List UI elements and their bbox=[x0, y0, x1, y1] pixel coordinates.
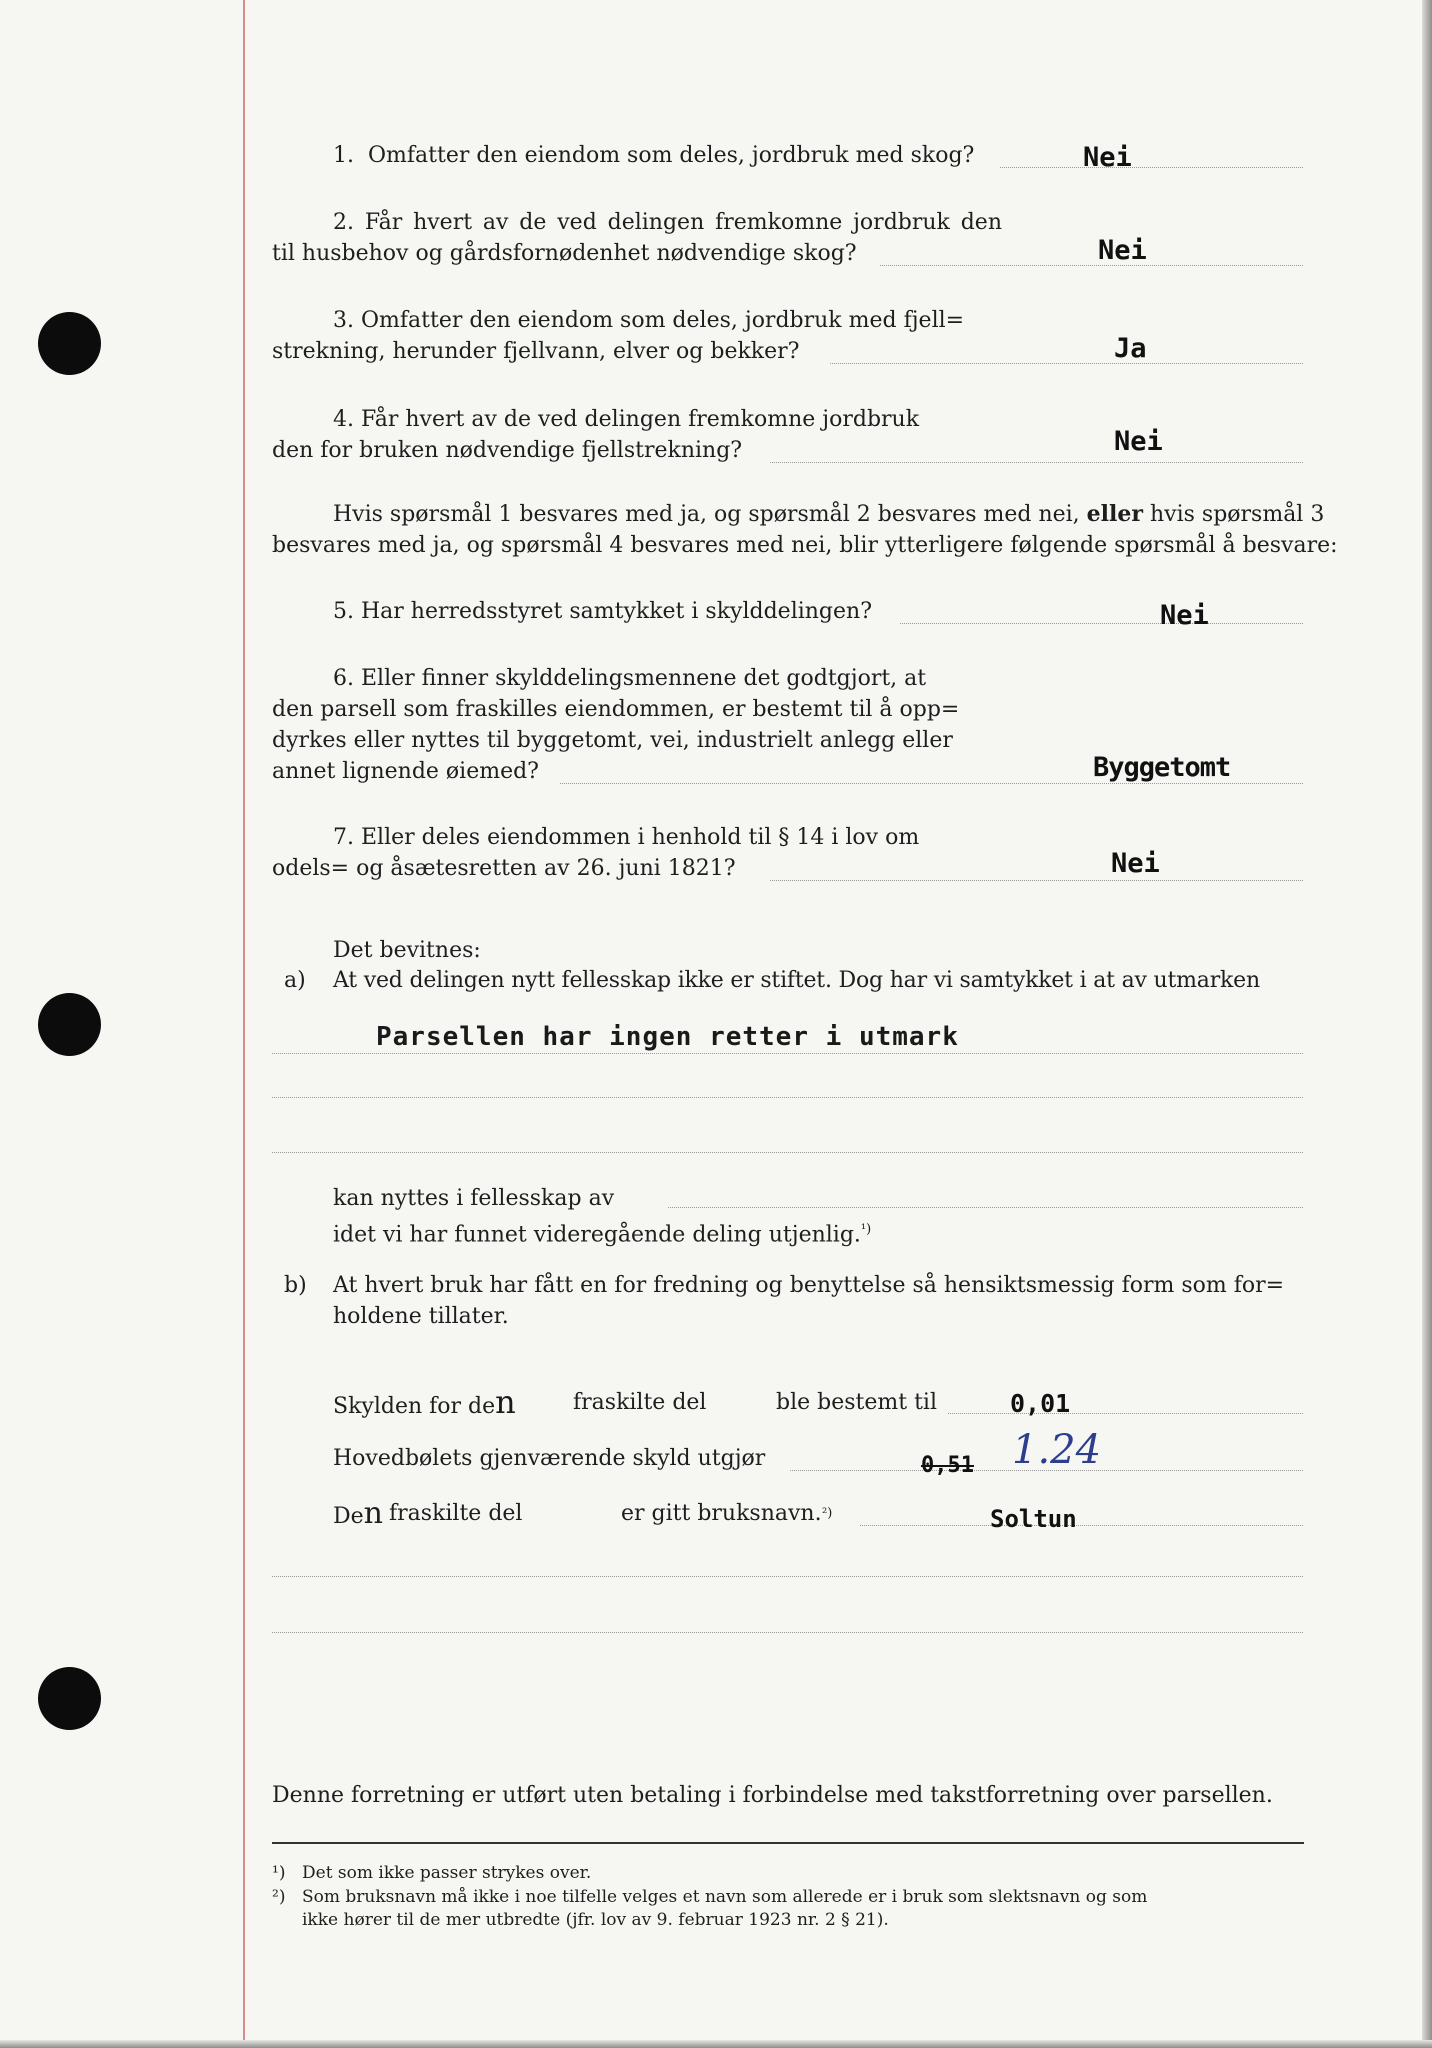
question-2-line2: til husbehov og gårdsfornødenhet nødvendige skog? bbox=[272, 241, 857, 266]
question-3-line1: 3. Omfatter den eiendom som deles, jordbruk med fjell= bbox=[333, 308, 965, 333]
attest-b-line1: At hvert bruk har fått en for fredning og benyttelse så hensiktsmessig form som for= bbox=[333, 1273, 1285, 1298]
answer-7: Nei bbox=[1111, 848, 1160, 879]
answer-3: Ja bbox=[1114, 333, 1147, 364]
skyld-row-1: Skylden for den fraskilte del ble bestemt til bbox=[333, 1383, 937, 1421]
attest-b-line2: holdene tillater. bbox=[333, 1304, 509, 1329]
punch-hole bbox=[38, 993, 101, 1056]
fill-line bbox=[668, 1207, 1303, 1208]
question-4-line1: 4. Får hvert av de ved delingen fremkomne jordbruk bbox=[333, 407, 920, 432]
handwritten-n: n bbox=[495, 1383, 516, 1421]
page-edge-shadow bbox=[1422, 0, 1432, 2048]
fill-line bbox=[272, 1576, 1303, 1577]
question-6-line2: den parsell som fraskilles eiendommen, er bestemt til å opp= bbox=[272, 697, 960, 722]
fill-line bbox=[272, 1632, 1303, 1633]
answer-2: Nei bbox=[1098, 235, 1147, 266]
conditional-line2: besvares med ja, og spørsmål 4 besvares med nei, blir ytterligere følgende spørsmål å besvare: bbox=[272, 533, 1338, 558]
eller-emphasis: eller bbox=[1086, 501, 1143, 527]
handwritten-value: 1.24 bbox=[1012, 1427, 1102, 1473]
question-4-line2: den for bruken nødvendige fjellstrekning? bbox=[272, 438, 743, 463]
question-1: 1. Omfatter den eiendom som deles, jordbruk med skog? bbox=[333, 143, 975, 168]
typed-entry: Parsellen har ingen retter i utmark bbox=[376, 1022, 959, 1052]
answer-6: Byggetomt bbox=[1093, 752, 1231, 783]
fill-line bbox=[272, 1053, 1303, 1054]
closing-statement: Denne forretning er utført uten betaling i forbindelse med takstforretning over parsellen. bbox=[272, 1783, 1273, 1808]
question-3-line2: strekning, herunder fjellvann, elver og bekker? bbox=[272, 339, 800, 364]
answer-line bbox=[560, 783, 1303, 784]
punch-hole bbox=[38, 1667, 101, 1730]
answer-line bbox=[900, 623, 1303, 624]
page-bottom-shadow bbox=[0, 2040, 1432, 2048]
question-5: 5. Har herredsstyret samtykket i skylddelingen? bbox=[333, 599, 872, 624]
attest-a-text: At ved delingen nytt fellesskap ikke er stiftet. Dog har vi samtykket i at av utmarken bbox=[333, 968, 1260, 993]
question-7-line1: 7. Eller deles eiendommen i henhold til § 14 i lov om bbox=[333, 825, 920, 850]
question-6-line3: dyrkes eller nyttes til byggetomt, vei, industrielt anlegg eller bbox=[272, 728, 953, 753]
question-1-text: Omfatter den eiendom som deles, jordbruk med skog? bbox=[367, 143, 975, 168]
bruksnavn-value: Soltun bbox=[990, 1505, 1077, 1533]
answer-line bbox=[860, 1525, 1303, 1526]
fill-line bbox=[272, 1097, 1303, 1098]
fill-line bbox=[272, 1152, 1303, 1153]
skyld-row-2-label: Hovedbølets gjenværende skyld utgjør bbox=[333, 1446, 766, 1471]
question-6-line1: 6. Eller finner skylddelingsmennene det godtgjort, at bbox=[333, 666, 927, 691]
attest-heading: Det bevitnes: bbox=[333, 938, 481, 963]
answer-line bbox=[830, 363, 1303, 364]
question-6-line4: annet lignende øiemed? bbox=[272, 759, 539, 784]
answer-1: Nei bbox=[1083, 142, 1132, 173]
idet-line: idet vi har funnet videregående deling utjenlig.$^{^1)}$ bbox=[333, 1222, 872, 1248]
answer-line bbox=[880, 265, 1303, 266]
skyld-row-3: Den fraskilte del er gitt bruksnavn. ²) bbox=[333, 1496, 833, 1531]
attest-b-label: b) bbox=[284, 1273, 307, 1298]
question-7-line2: odels= og åsætesretten av 26. juni 1821? bbox=[272, 856, 736, 881]
struck-value: 0,51 bbox=[921, 1453, 974, 1478]
footnote-2: ²) Som bruksnavn må ikke i noe tilfelle velges et navn som allerede er i bruk som slektsnavn og som bbox=[272, 1887, 1148, 1907]
footnote-2-line2: ikke hører til de mer utbredte (jfr. lov av 9. februar 1923 nr. 2 § 21). bbox=[302, 1910, 889, 1930]
footnote-rule bbox=[272, 1842, 1304, 1844]
question-2-line1: 2. Får hvert av de ved delingen fremkomne jordbruk den bbox=[333, 210, 1002, 235]
answer-5: Nei bbox=[1160, 600, 1209, 631]
answer-line bbox=[948, 1413, 1303, 1414]
answer-line bbox=[1000, 167, 1303, 168]
skyld-value: 0,01 bbox=[1010, 1389, 1071, 1418]
handwritten-n: n bbox=[363, 1496, 383, 1531]
margin-line bbox=[243, 0, 245, 2048]
kan-nyttes-line: kan nyttes i fellesskap av bbox=[333, 1186, 615, 1211]
attest-a-label: a) bbox=[284, 968, 306, 993]
conditional-line1: Hvis spørsmål 1 besvares med ja, og spørsmål 2 besvares med nei, eller hvis spørsmål 3 bbox=[333, 501, 1325, 527]
footnote-1: ¹) Det som ikke passer strykes over. bbox=[272, 1863, 592, 1883]
answer-4: Nei bbox=[1114, 426, 1163, 457]
answer-line bbox=[770, 880, 1303, 881]
answer-line bbox=[770, 462, 1303, 463]
punch-hole bbox=[38, 312, 101, 375]
